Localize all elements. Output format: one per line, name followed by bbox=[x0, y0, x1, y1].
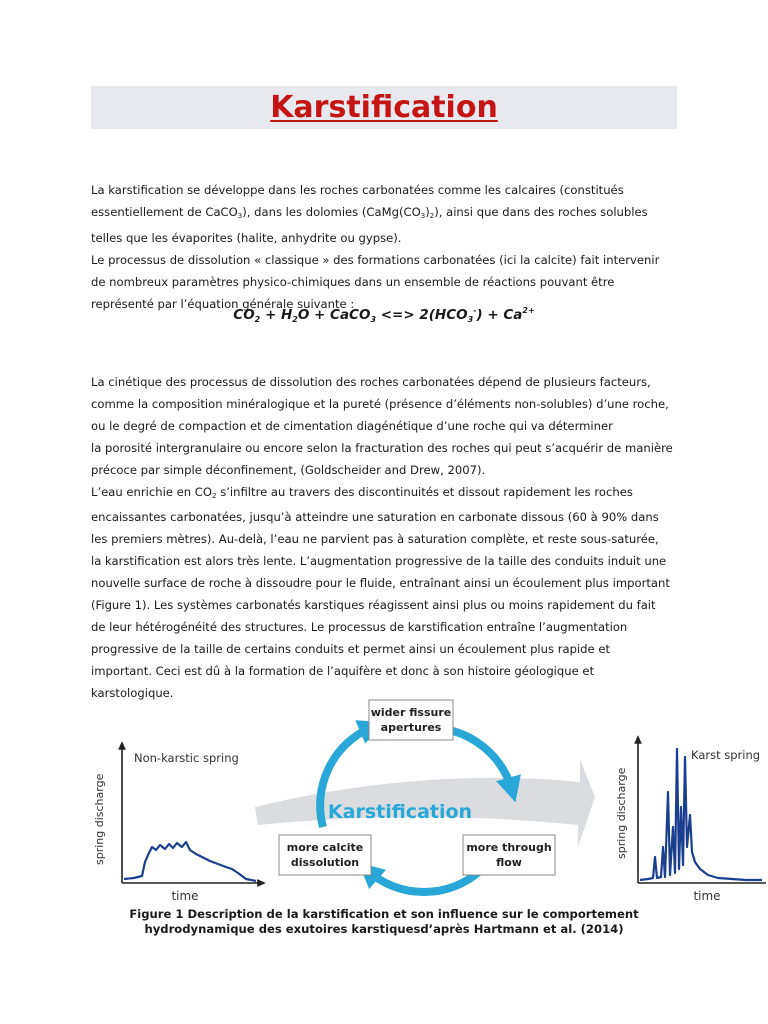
text-line: progressive de la taille de certains conduits et permet ainsi un écoulement plus rapide et bbox=[91, 641, 611, 656]
box-label: dissolution bbox=[290, 856, 360, 869]
text-line: La cinétique des processus de dissolution des roches carbonatées dépend de plusieurs facteurs, bbox=[91, 375, 651, 389]
text-line: les premiers mètres). Au-delà, l’eau ne parvient pas à saturation complète, et reste sous-saturée, bbox=[91, 532, 659, 547]
text-line: telles que les évaporites (halite, anhydrite ou gypse). bbox=[91, 230, 402, 245]
axis-label-y: spring discharge bbox=[93, 773, 106, 865]
intro-paragraph bbox=[91, 180, 681, 315]
text-line: karstologique. bbox=[91, 685, 174, 700]
text-line: représenté par l’équation générale suivante : bbox=[91, 296, 355, 311]
box-label: wider fissure bbox=[370, 706, 452, 719]
title-bar bbox=[91, 86, 677, 129]
non-karstic-hydrograph bbox=[93, 745, 262, 903]
text-line: essentiellement de CaCO$_3$), dans les dolomies $(CaMg(CO_3)_2)$, ainsi que dans des roches solubles bbox=[91, 204, 648, 220]
text-line: précoce par simple déconfinement, (Goldscheider and Drew, 2007). bbox=[91, 462, 486, 477]
box-label: more calcite bbox=[286, 841, 364, 854]
discharge-curve bbox=[640, 749, 762, 880]
text-line: important. Ceci est dû à la formation de l’aquifère et donc à son histoire géologique et bbox=[91, 663, 595, 678]
text-line: La karstification se développe dans les roches carbonatées comme les calcaires (constitués bbox=[91, 183, 624, 197]
text-line: comme la composition minéralogique et la pureté (présence d’éléments non-solubles) d’une roche, bbox=[91, 396, 669, 411]
text-line: (Figure 1). Les systèmes carbonatés karstiques réagissent ainsi plus ou moins rapidement du fait bbox=[91, 598, 656, 613]
cycle-label: Karstification bbox=[327, 801, 473, 823]
figure-caption bbox=[0, 907, 768, 936]
page-title: Karstification bbox=[270, 90, 498, 125]
text-line: L’eau enrichie en $CO_2$ s’infiltre au travers des discontinuités et dissout rapidement les roches bbox=[91, 484, 633, 500]
karstification-figure bbox=[90, 697, 768, 907]
text-line: encaissantes carbonatées, jusqu’à atteindre une saturation en carbonate dissous (60 à 90% dans bbox=[91, 510, 659, 525]
dissolution-equation: $CO_2 + H_2O$ + CaCO$_3$ <=> $2(HCO_3^-) + Ca^{2+}$ bbox=[233, 306, 535, 324]
caption-line: hydrodynamique des exutoires karstiquesd’après Hartmann et al. (2014) bbox=[144, 921, 624, 936]
hydrograph-title: Karst spring bbox=[691, 748, 761, 762]
discharge-curve bbox=[124, 842, 256, 881]
text-line: ou le degré de compaction et de cimentation diagénétique d’une roche qui va déterminer bbox=[91, 418, 613, 433]
karst-hydrograph bbox=[615, 739, 766, 903]
box-label: apertures bbox=[380, 721, 442, 734]
text-line: nouvelle surface de roche à dissoudre pour le fluide, entraînant ainsi un écoulement plus important bbox=[91, 576, 670, 591]
caption-line: Figure 1 Description de la karstification et son influence sur le comportement bbox=[129, 907, 639, 921]
body-paragraph bbox=[91, 372, 681, 705]
hydrograph-title: Non-karstic spring bbox=[134, 751, 239, 765]
box-label: flow bbox=[496, 856, 522, 869]
axis-label-x: time bbox=[693, 889, 721, 903]
axis-label-x: time bbox=[171, 889, 199, 903]
axis-label-y: spring discharge bbox=[615, 767, 628, 859]
text-line: Le processus de dissolution « classique » des formations carbonatées (ici la calcite) fait intervenir bbox=[91, 252, 660, 267]
text-line: de nombreux paramètres physico-chimiques dans un ensemble de réactions pouvant être bbox=[91, 274, 615, 289]
text-line: la porosité intergranulaire ou encore selon la fracturation des roches qui peut s’acquérir de manière bbox=[91, 440, 673, 455]
box-label: more through bbox=[466, 841, 552, 854]
text-line: la karstification est alors très lente. L’augmentation progressive de la taille des conduits induit une bbox=[91, 554, 667, 569]
text-line: de leur hétérogénéité des structures. Le processus de karstification entraîne l’augmentation bbox=[91, 619, 628, 634]
